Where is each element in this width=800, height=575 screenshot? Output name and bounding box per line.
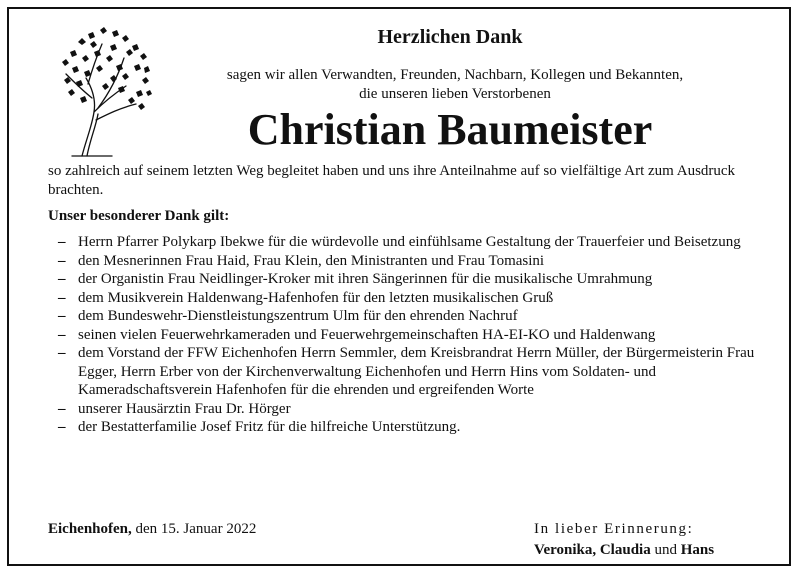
dash-bullet: – [58,234,66,250]
place: Eichenhofen, [48,521,132,537]
list-item: – Herrn Pfarrer Polykarp Ibekwe für die würdevolle und einfühlsame Gestaltung der Trauerfeier und Beisetzung [58,234,741,250]
dash-bullet: – [58,308,66,324]
dash-bullet: – [58,252,66,269]
page-title: Herzlichen Dank [377,26,523,48]
place-date [48,521,256,538]
list-item: – der Organistin Frau Neidlinger-Kroker mit ihren Sängerinnen für die musikalische Umrahmung [58,271,653,287]
intro-text [160,66,750,104]
list-item: – seinen vielen Feuerwehrkameraden und Feuerwehrgemeinschaften HA-EI-KO und Haldenwang [58,326,656,343]
dash-bullet: – [58,419,66,435]
date: den 15. Januar 2022 [131,521,257,537]
dash-bullet: – [58,289,66,306]
tree-icon [52,22,156,158]
list-item: – dem Bundeswehr-Dienstleistungszentrum Ulm für den ehrenden Nachruf [58,308,518,324]
dash-bullet: – [58,345,66,361]
body-paragraph: so zahlreich auf seinem letzten Weg begleitet haben und uns ihre Anteilnahme auf so vielfältige Art zum Ausdruck brachten. [48,163,736,198]
signature-block [534,519,714,561]
list-item: – der Bestatterfamilie Josef Fritz für die hilfreiche Unterstützung. [58,419,461,435]
list-item: – dem Musikverein Haldenwang-Hafenhofen für den letzten musikalischen Gruß [58,289,554,306]
intro-line-1: sagen wir allen Verwandten, Freunden, Nachbarn, Kollegen und Bekannten, [226,67,684,83]
list-item: – unserer Hausärztin Frau Dr. Hörger [58,400,291,417]
list-item: – den Mesnerinnen Frau Haid, Frau Klein, den Ministranten und Frau Tomasini [58,252,545,269]
intro-line-2: die unseren lieben Verstorbenen [359,86,551,102]
dash-bullet: – [58,400,66,417]
memory-line: In lieber Erinnerung: [534,521,694,537]
deceased-name: Christian Baumeister [247,105,653,154]
dash-bullet: – [58,271,66,287]
dash-bullet: – [58,326,66,343]
thanks-list [48,233,760,437]
thanks-heading: Unser besonderer Dank gilt: [48,208,230,224]
family-names: Veronika, Claudia und Hans [534,542,715,558]
list-item: – dem Vorstand der FFW Eichenhofen Herrn Semmler, dem Kreisbrandrat Herrn Müller, der Bürgermeisterin Frau Egger, Herrn Erber von der Kirchenverwaltung Eichenhofen und Herrn Hins vom Soldaten- und Kameradschaftsverein Hafenhofen für die ehrenden und ergreifenden Worte [58,345,755,398]
